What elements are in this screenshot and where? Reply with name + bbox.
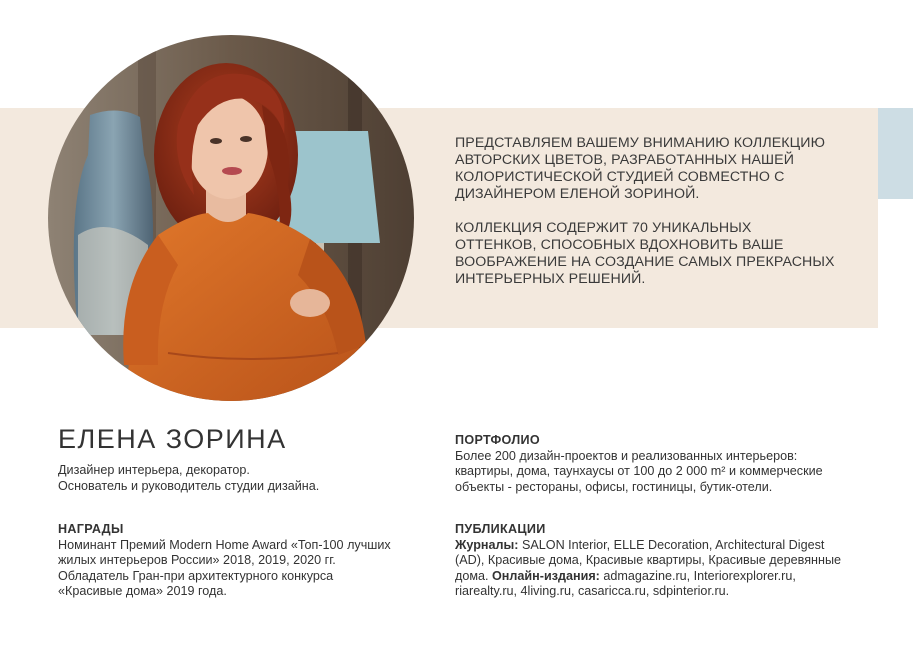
role-line-1: Дизайнер интерьера, декоратор. — [58, 463, 250, 477]
role-line-2: Основатель и руководитель студии дизайна. — [58, 478, 320, 493]
magazines-label: Журналы: — [455, 537, 519, 552]
online-label: Онлайн-издания: — [492, 568, 600, 583]
publications-text — [455, 538, 855, 600]
publications-heading: ПУБЛИКАЦИИ — [455, 522, 546, 536]
portfolio-text: Более 200 дизайн-проектов и реализованных интерьеров: квартиры, дома, таунхаусы от 100 до 2 000 m² и коммерческие объекты - рестораны, офисы, гостиницы, бутик-отели. — [455, 448, 823, 494]
intro-paragraph-1: ПРЕДСТАВЛЯЕМ ВАШЕМУ ВНИМАНИЮ КОЛЛЕКЦИЮ АВТОРСКИХ ЦВЕТОВ, РАЗРАБОТАННЫХ НАШЕЙ КОЛОРИСТИЧЕСКОЙ СТУДИЕЙ СОВМЕСТНО С ДИЗАЙНЕРОМ ЕЛЕНОЙ ЗОРИНОЙ. — [455, 135, 825, 202]
intro-paragraph-2: КОЛЛЕКЦИЯ СОДЕРЖИТ 70 УНИКАЛЬНЫХ ОТТЕНКОВ, СПОСОБНЫХ ВДОХНОВИТЬ ВАШЕ ВООБРАЖЕНИЕ НА СОЗДАНИЕ САМЫХ ПРЕКРАСНЫХ ИНТЕРЬЕРНЫХ РЕШЕНИЙ. — [455, 220, 835, 287]
portfolio-heading: ПОРТФОЛИО — [455, 433, 540, 447]
blue-accent-strip — [878, 108, 913, 199]
magazines-text: SALON Interior, ELLE Decoration, Architectural Digest (AD), Красивые дома, Красивые квартиры, Красивые деревянные дома. — [455, 537, 841, 583]
awards-section — [58, 522, 398, 600]
designer-name: ЕЛЕНА ЗОРИНА — [58, 424, 287, 454]
awards-text: Номинант Премий Modern Home Award «Топ-100 лучших жилых интерьеров России» 2018, 2019, 2020 гг. Обладатель Гран-при архитектурного конкурса «Красивые дома» 2019 года. — [58, 537, 391, 598]
awards-heading: НАГРАДЫ — [58, 522, 124, 536]
designer-role — [58, 463, 398, 494]
portfolio-section — [455, 433, 855, 495]
intro-text — [455, 135, 835, 288]
designer-portrait — [48, 35, 414, 401]
publications-section — [455, 522, 855, 600]
online-text: admagazine.ru, Interiorexplorer.ru, riarealty.ru, 4living.ru, casaricca.ru, sdpinterior.ru. — [455, 568, 796, 598]
